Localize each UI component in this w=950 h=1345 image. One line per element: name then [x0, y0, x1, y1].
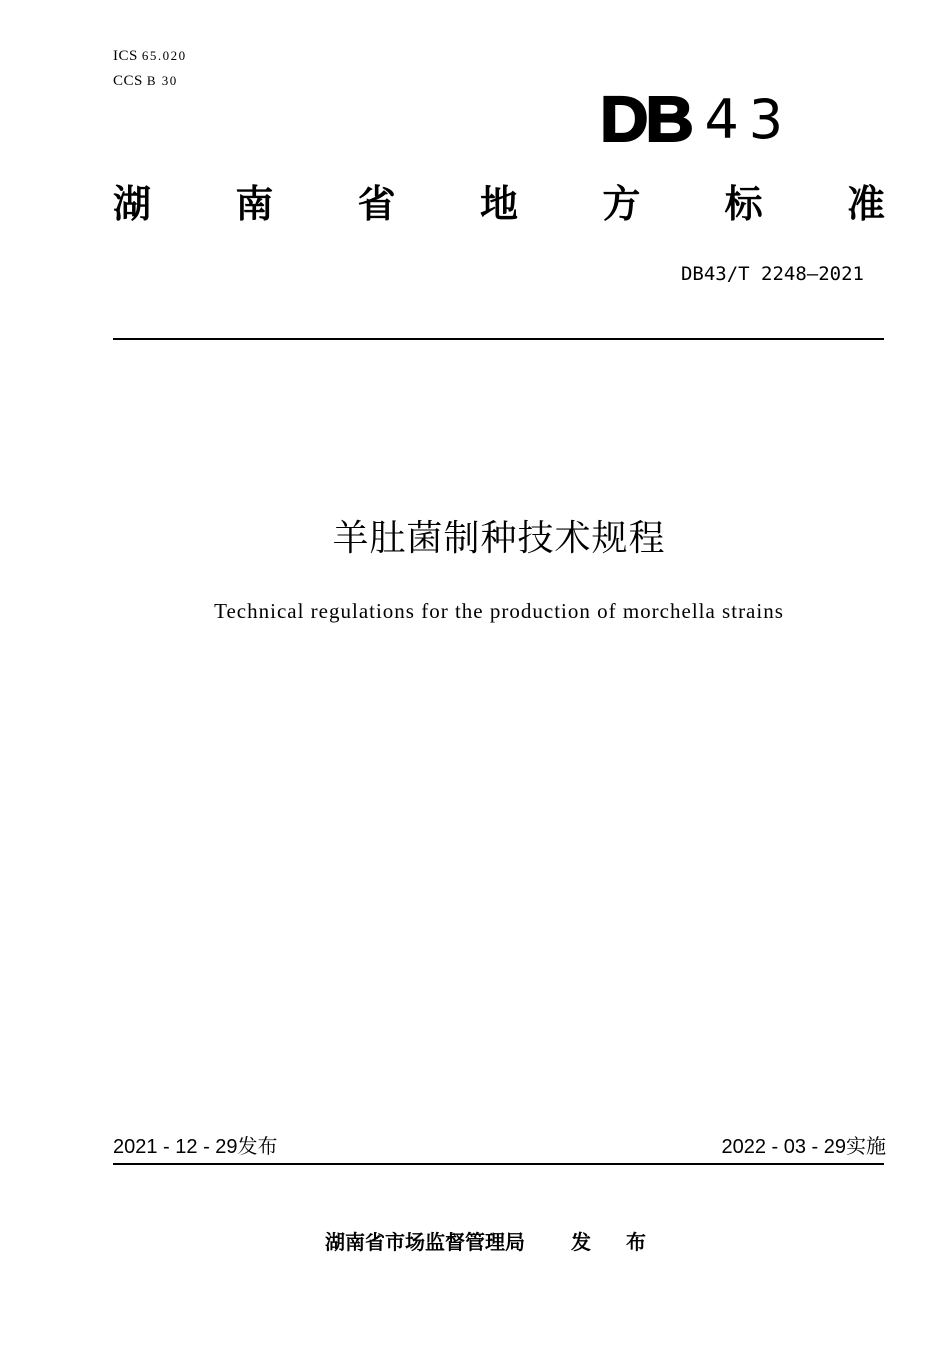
standard-number: DB43/T 2248—2021: [680, 263, 864, 285]
title-english: Technical regulations for the production of morchella strains: [214, 599, 784, 623]
ccs-line: [113, 69, 187, 94]
standard-type-char: 南: [235, 182, 274, 226]
ics-code: 65.020: [141, 48, 187, 63]
ccs-code: B 30: [146, 73, 178, 88]
standard-mark: [600, 83, 794, 155]
ccs-label: CCS: [113, 73, 143, 89]
standard-type-char: 地: [479, 182, 518, 226]
issuer-action: 发 布: [571, 1230, 660, 1254]
issue-date-value: 2021 - 12 - 29: [113, 1136, 238, 1158]
standard-type-char: 准: [846, 182, 885, 226]
implementation-date: [721, 1132, 886, 1161]
issuing-authority: 湖南省市场监督管理局: [325, 1230, 525, 1254]
top-divider: [113, 338, 884, 340]
issue-date-label: 发布: [237, 1134, 278, 1158]
standard-type-heading: [113, 180, 885, 228]
db-logo: DB: [600, 83, 691, 155]
province-code: 43: [704, 88, 794, 151]
ics-line: [113, 44, 187, 69]
issue-date: [113, 1132, 278, 1161]
implementation-date-value: 2022 - 03 - 29: [721, 1136, 846, 1158]
issuer-line: [325, 1228, 660, 1256]
standard-type-char: 标: [724, 182, 763, 226]
title-chinese: 羊肚菌制种技术规程: [332, 518, 666, 559]
standard-type-char: 省: [357, 182, 396, 226]
standard-type-char: 湖: [113, 182, 152, 226]
standard-type-char: 方: [602, 182, 641, 226]
ics-label: ICS: [113, 48, 138, 64]
bottom-divider: [113, 1163, 884, 1165]
classification-codes: [113, 44, 187, 94]
implementation-date-label: 实施: [846, 1134, 886, 1158]
